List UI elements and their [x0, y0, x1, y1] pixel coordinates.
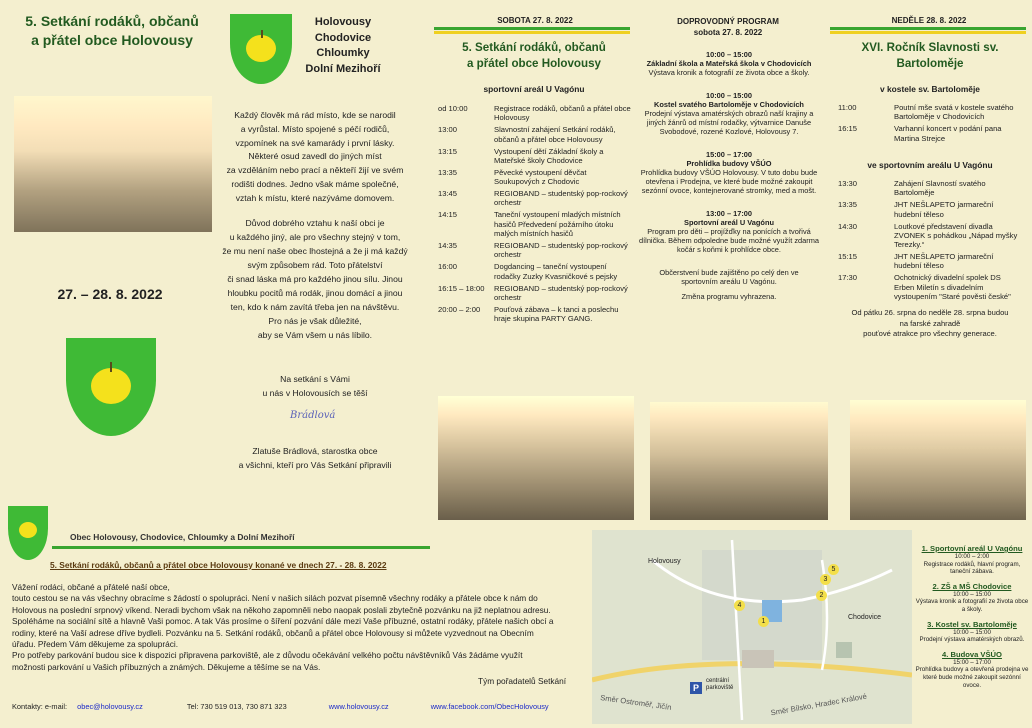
- legend-time: 15:00 – 17:00: [953, 658, 991, 666]
- schedule-text: Dogdancing – taneční vystoupení rodačky Zuzky Kvasničkové s pejsky: [494, 262, 618, 281]
- schedule-text: Varhanní koncert v podání pana Martina Strejce: [894, 124, 1002, 143]
- intro-text: Každý člověk má rád místo, kde se narodil a vyrůstal. Místo spojené s péčí rodičů, vzpomínek na své kamarády i první lásky. Některé osud zavedl do jiných míst za vzděláním nebo prací a někteří žijí ve svém rodišti dodnes. Jedno však máme společné, vztah k místu, které nazýváme domovem.: [226, 110, 404, 203]
- invite-text: Na setkání s Vámi u nás v Holovousích se těší: [262, 374, 368, 398]
- schedule-time: 16:15 – 18:00: [438, 283, 485, 293]
- program-header: DOPROVODNÝ PROGRAM sobota 27. 8. 2022: [677, 17, 779, 37]
- program-block-time: 10:00 – 15:00: [705, 50, 753, 59]
- map-label-parking: centrální parkoviště: [706, 678, 734, 691]
- program-block-time: 13:00 – 17:00: [705, 208, 753, 218]
- facebook-link[interactable]: www.facebook.com/ObecHolovousy: [430, 702, 549, 711]
- apple-icon: [246, 35, 276, 62]
- schedule-time: 11:00: [838, 103, 857, 112]
- schedule-time: 14:35: [438, 240, 458, 250]
- saturday-rule-green: [434, 27, 630, 30]
- schedule-time: 15:15: [838, 252, 858, 262]
- schedule-time: 13:35: [838, 200, 858, 210]
- saturday-venue: sportovní areál U Vagónu: [483, 84, 585, 94]
- event-dates: 27. – 28. 8. 2022: [57, 286, 163, 302]
- schedule-item: [438, 210, 634, 238]
- schedule-text: Poutní mše svatá v kostele svatého Bartoloměje v Chodovicích: [894, 103, 1014, 122]
- map-marker-4[interactable]: 4: [734, 600, 745, 611]
- schedule-item: [838, 222, 1022, 250]
- schedule-item: [838, 124, 1022, 143]
- schedule-time: 13:30: [838, 179, 858, 188]
- schedule-time: 13:35: [438, 167, 458, 177]
- signer-text: Zlatuše Brádlová, starostka obce a všichni, kteří pro Vás Setkání připravili: [238, 446, 392, 470]
- mayor-signature: Brádlová: [290, 410, 336, 421]
- sunday-venue-church: v kostele sv. Bartoloměje: [880, 84, 980, 94]
- letter-rule: [52, 546, 430, 549]
- contacts-label: Kontakty: e-mail:: [12, 702, 68, 711]
- legend-time: 10:00 – 15:00: [953, 590, 991, 598]
- map-label-holovousy: Holovousy: [648, 558, 681, 565]
- schedule-text: Registrace rodáků, občanů a přátel obce Holovousy: [494, 104, 631, 123]
- schedule-text: Taneční vystoupení mladých místních hasičů Předvedení požárního útoku malých místních hasičů: [494, 210, 621, 238]
- schedule-item: [838, 252, 1022, 271]
- legend-title: 1. Sportovní areál U Vagónu: [921, 544, 1023, 553]
- program-block-text: Prohlídka budovy VŠÚO Holovousy. V tuto dobu bude otevřena i Prodejna, ve které bude možné zakoupit sezónní ovoce, kontejnerované stromky, med a mošt.: [640, 168, 818, 196]
- schedule-time: 14:30: [838, 221, 858, 231]
- sunday-venue-sport: ve sportovním areálu U Vagónu: [867, 160, 993, 170]
- schedule-text: Pěvecké vystoupení děvčat Soukupových z Chodovic: [494, 167, 587, 187]
- schedule-time: 17:30: [838, 273, 858, 283]
- legend-title: 3. Kostel sv. Bartoloměje: [927, 619, 1017, 629]
- letter-header: Obec Holovousy, Chodovice, Chloumky a Dolní Mezihoří: [70, 532, 295, 542]
- schedule-item: [438, 241, 634, 260]
- map-label-chodovice: Chodovice: [848, 614, 882, 621]
- schedule-item: [438, 262, 634, 281]
- schedule-item: [438, 284, 634, 303]
- web-link[interactable]: www.holovousy.cz: [328, 702, 389, 711]
- program-blocks: [636, 50, 822, 307]
- schedule-item: [438, 168, 634, 187]
- program-note: Změna programu vyhrazena.: [681, 292, 777, 302]
- program-block-title: Základní škola a Mateřská škola v Chodovicích: [646, 59, 812, 69]
- schedule-text: Loutkové představení divadla ZVONEK s pohádkou „Nápad myšky Terezky.“: [894, 221, 1018, 250]
- village-photo: [14, 96, 212, 232]
- coat-of-arms-large: [66, 338, 156, 436]
- program-block-title: Sportovní areál U Vagónu: [684, 217, 774, 227]
- map-legend: [914, 544, 1030, 695]
- program-block: [636, 150, 822, 196]
- schedule-item: [838, 273, 1022, 301]
- parking-icon: P: [690, 682, 702, 694]
- village-list: Holovousy Chodovice Chloumky Dolní Mezihoří: [305, 16, 381, 75]
- map-marker-5[interactable]: 5: [828, 564, 839, 575]
- map-marker-2[interactable]: 2: [816, 590, 827, 601]
- legend-text: Prodejní výstava amatérských obrazů.: [919, 636, 1025, 644]
- schedule-item: [438, 147, 634, 166]
- program-refresh: Občerstvení bude zajištěno po celý den ve sportovním areálu U Vagónu.: [659, 267, 799, 286]
- schedule-text: REGIOBAND – studentský pop-rockový orchestr: [494, 189, 628, 208]
- program-block: [636, 50, 822, 78]
- schedule-item: [438, 305, 634, 324]
- apple-icon: [19, 522, 37, 538]
- schedule-text: REGIOBAND – studentský pop-rockový orchestr: [494, 283, 628, 302]
- church-street-photo: [850, 400, 1026, 520]
- schedule-text: JHT NEŠLAPETO jarmareční hudební těleso: [894, 252, 994, 271]
- schedule-item: [438, 125, 634, 144]
- legend-item: [914, 582, 1030, 614]
- legend-text: Registrace rodáků, hlavní program, taneční zábava.: [923, 560, 1021, 576]
- legend-title: 4. Budova VŠÚO: [942, 649, 1002, 659]
- schedule-time: 13:15: [438, 146, 458, 156]
- sunday-header: NEDĚLE 28. 8. 2022: [891, 16, 967, 25]
- program-block: [636, 209, 822, 255]
- legend-time: 10:00 – 2:00: [954, 553, 990, 560]
- map-label-road-left: Směr Ostroměř, Jičín: [599, 693, 673, 712]
- legend-item: [914, 544, 1030, 576]
- program-block-title: Prohlídka budovy VŠÚO: [686, 158, 772, 168]
- program-block-text: Výstava kronik a fotografií ze života obce a školy.: [648, 68, 810, 78]
- legend-text: Prohlídka budovy a otevřená prodejna ve které bude možné zakoupit sezónní ovoce.: [915, 666, 1029, 689]
- letter-subject: 5. Setkání rodáků, občanů a přátel obce Holovousy konané ve dnech 27. - 28. 8. 2022: [50, 560, 387, 570]
- contacts-bar: [12, 702, 592, 711]
- house-photo: [438, 396, 634, 520]
- sunday-sport-schedule: [838, 179, 1022, 304]
- map-marker-3[interactable]: 3: [820, 574, 831, 585]
- main-title: 5. Setkání rodáků, občanů a přátel obce Holovousy: [25, 13, 199, 48]
- schedule-item: [438, 104, 634, 123]
- schedule-time: 13:45: [438, 189, 458, 199]
- schedule-text: Ochotnický divadelní spolek DS Erben Miletín s divadelním vystoupením "Staré pověsti české": [894, 273, 1011, 302]
- intro-text-2: Důvod dobrého vztahu k naší obci je u každého jiný, ale pro všechny stejný v tom, že mu není naše obec lhostejná a že ji má každý svým způsobem rád. Toto přátelství či snad láska má pro každého jinou sílu. Jinou hloubku pocitů má rodák, jinou domácí a jinou ten, kdo k nám zavítá třeba jen na návštěvu. Pro nás je však důležité, aby se Vám všem u nás líbilo.: [222, 218, 408, 340]
- schedule-item: [838, 103, 1022, 122]
- village-map: [592, 530, 912, 724]
- schedule-text: Vystoupení dětí Základní školy a Mateřské školy Chodovice: [494, 146, 604, 165]
- schedule-time: od 10:00: [438, 104, 468, 113]
- saturday-schedule: [438, 104, 634, 326]
- letter-body: Vážení rodáci, občané a přátelé naší obce, touto cestou se na vás všechny obracíme s žádostí o spolupráci. Není v našich silách pozvat písemně všechny rodáky a přátele obce k nám do Holovous na poslední srpnový víkend. Neradi bychom však na někoho zapomněli nebo naopak poslali zbytečně pozvánku na již neplatnou adresu. Spoléháme na sociální sítě a hlavně Vaši pomoc. A tak Vás prosíme o šíření pozvání dále mezi Vaše příbuzné, ostatní rodáky, přátele našich obcí a rodiny, které na Vaší adrese dříve bydleli. Pozvánku na 5. Setkání rodáků, občanů a přátel obce Holovousy si můžete vyzvednout na Obecním úřadu. Předem Vám děkujeme za spolupráci. Pro potřeby parkování budou sice k dispozici připravena parkoviště, ale z důvodu očekávání velkého počtu návštěvníků Vás žádáme využít možnosti parkování u Vašich příbuzných a známých. Děkujeme a těšíme se na Vás.: [12, 582, 554, 672]
- schedule-time: 16:00: [438, 262, 458, 272]
- legend-title: 2. ZŠ a MŠ Chodovice: [932, 581, 1012, 591]
- legend-text: Výstava kronik a fotografií ze života obce a školy.: [915, 598, 1029, 613]
- program-block: [636, 91, 822, 137]
- sunday-church-schedule: [838, 103, 1022, 146]
- schedule-text: Pouťová zábava – k tanci a poslechu hraje skupina PARTY GANG.: [494, 304, 619, 324]
- fair-note: Od pátku 26. srpna do neděle 28. srpna budou na farské zahradě pouťové atrakce pro všechny generace.: [851, 308, 1009, 338]
- schedule-text: JHT NEŠLAPETO jarmareční hudební těleso: [894, 200, 994, 219]
- saturday-header: SOBOTA 27. 8. 2022: [497, 16, 573, 25]
- schedule-item: [838, 200, 1022, 219]
- letter-closing: Tým pořadatelů Setkání: [478, 676, 567, 686]
- saturday-rule-yellow: [434, 31, 630, 34]
- schedule-time: 16:15: [838, 124, 858, 134]
- map-label-road-right: Směr Bílsko, Hradec Králové: [769, 691, 868, 718]
- program-block-time: 15:00 – 17:00: [705, 149, 753, 159]
- apple-icon: [91, 368, 131, 404]
- program-block-text: Prodejní výstava amatérských obrazů naší krajiny a jiných žánrů od místní rodačky, výtvarnice Danuše Svobodové, rozené Kozlové, Holovousy 7.: [644, 109, 814, 137]
- schedule-item: [838, 179, 1022, 198]
- program-block-text: Program pro děti – projížďky na ponících a tvořivá dílnička. Během odpoledne bude možné využít zdarma kočár s koňmi k prohlídce obce.: [639, 227, 819, 255]
- program-block-title: Kostel svatého Bartoloměje v Chodovicích: [654, 99, 804, 109]
- coat-of-arms-small: [8, 506, 48, 560]
- schedule-text: REGIOBAND – studentský pop-rockový orchestr: [494, 240, 628, 260]
- saturday-title: 5. Setkání rodáků, občanů a přátel obce Holovousy: [462, 41, 606, 70]
- sunday-rule-green: [830, 27, 1026, 30]
- coat-of-arms: [230, 14, 292, 84]
- apple-stem-icon: [110, 362, 112, 372]
- sunday-rule-yellow: [830, 31, 1026, 34]
- map-marker-1[interactable]: 1: [758, 616, 769, 627]
- legend-time: 10:00 – 15:00: [953, 628, 991, 636]
- church-square-photo: [650, 402, 828, 520]
- legend-item: [914, 620, 1030, 644]
- apple-stem-icon: [261, 30, 263, 38]
- schedule-text: Zahájení Slavností svatého Bartoloměje: [894, 179, 986, 198]
- email-link[interactable]: obec@holovousy.cz: [77, 702, 143, 711]
- sunday-title: XVI. Ročník Slavnosti sv. Bartoloměje: [861, 41, 999, 70]
- schedule-time: 20:00 – 2:00: [438, 304, 481, 314]
- legend-item: [914, 650, 1030, 689]
- schedule-time: 14:15: [438, 210, 458, 220]
- program-block-time: 10:00 – 15:00: [705, 90, 753, 100]
- schedule-item: [438, 189, 634, 208]
- schedule-text: Slavnostní zahájení Setkání rodáků, občanů a přátel obce Holovousy: [494, 125, 616, 144]
- phone-text: Tel: 730 519 013, 730 871 323: [186, 702, 287, 711]
- schedule-time: 13:00: [438, 125, 458, 135]
